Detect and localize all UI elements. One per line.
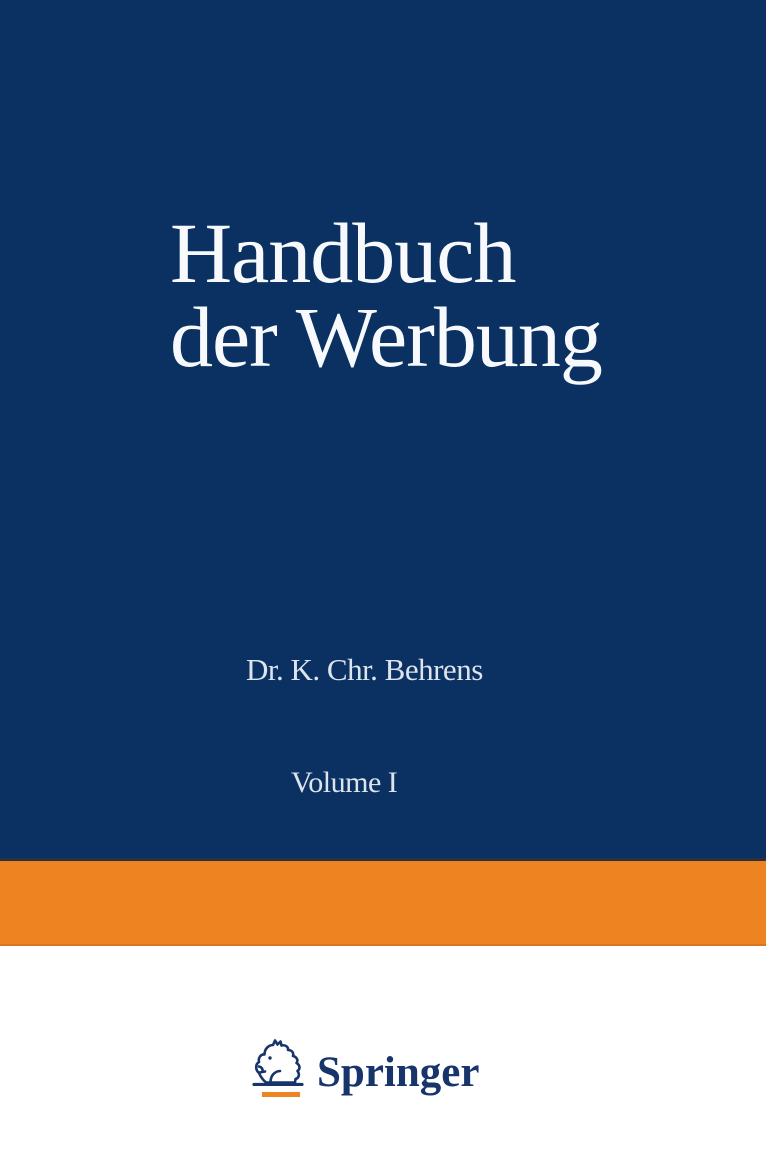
book-author: Dr. K. Chr. Behrens [246, 652, 483, 687]
publisher-name: Springer [317, 1049, 480, 1096]
book-volume-label: Volume I [291, 766, 398, 799]
springer-horse-icon [252, 1039, 304, 1086]
book-title-line2: der Werbung [170, 289, 602, 385]
orange-stripe [0, 861, 766, 946]
book-title [170, 205, 602, 385]
logo-orange-underline [262, 1092, 300, 1097]
book-title-line1: Handbuch [170, 205, 516, 301]
